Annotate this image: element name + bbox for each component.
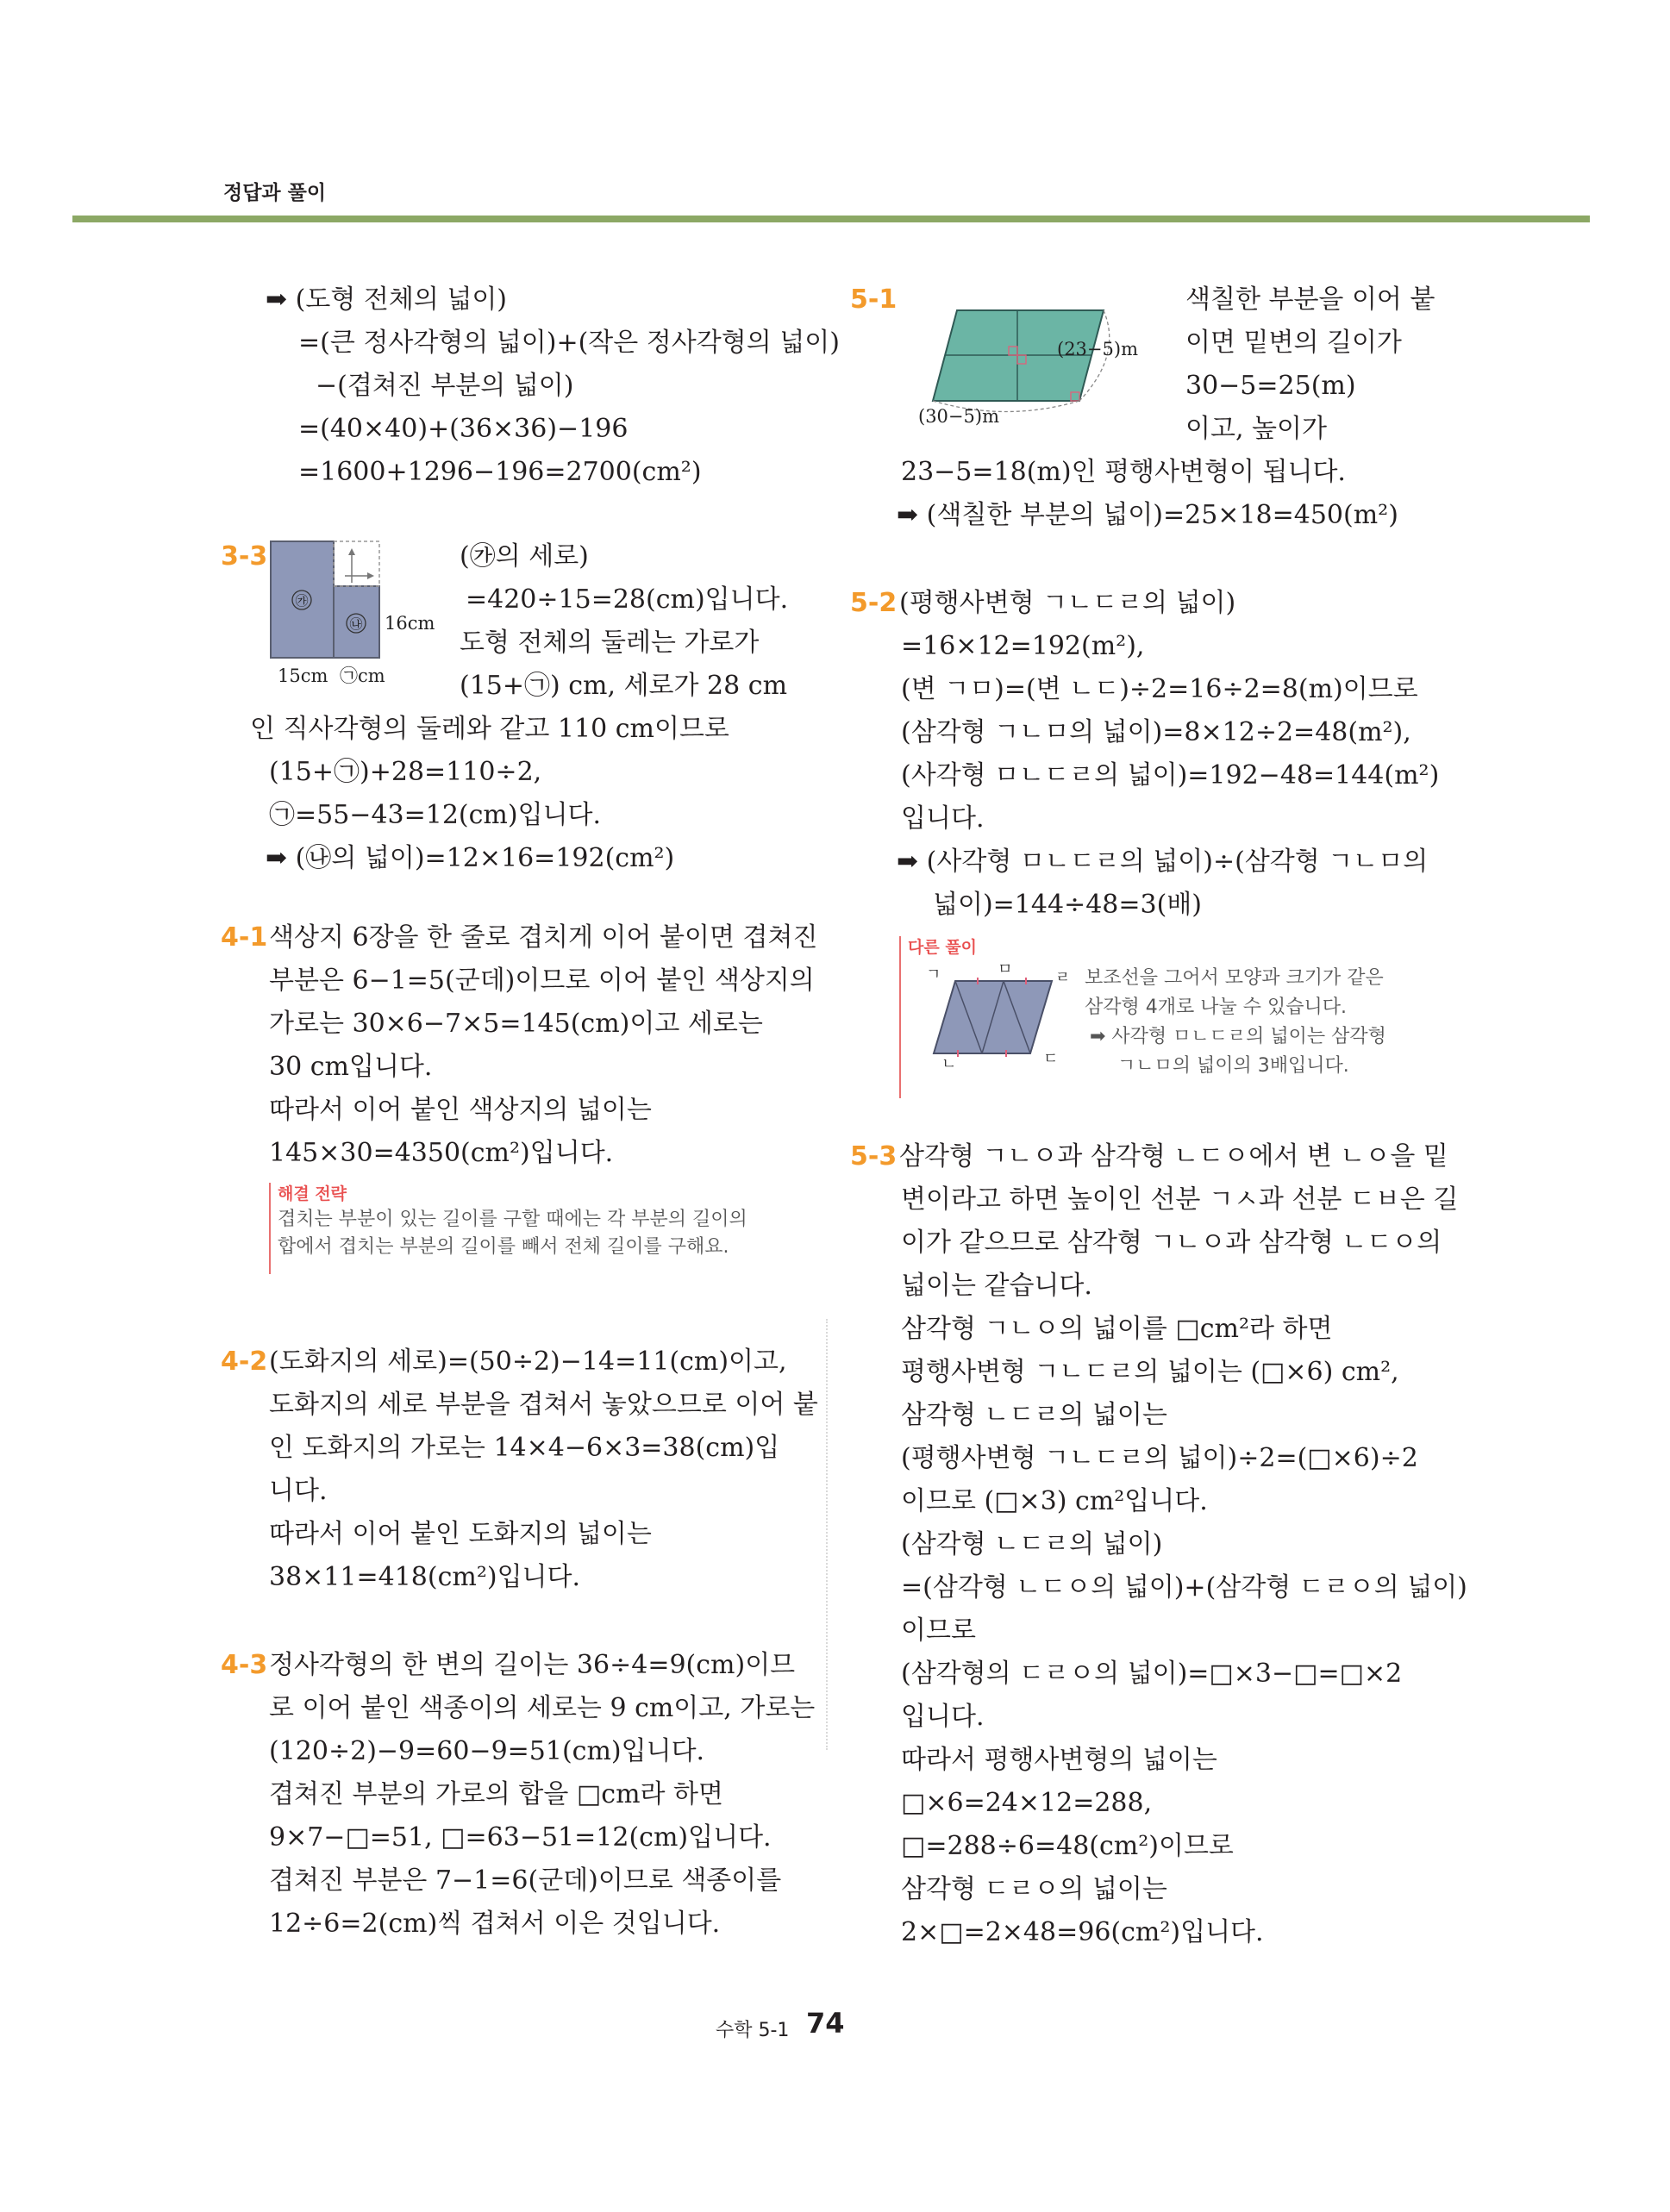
header-rule bbox=[72, 216, 1590, 222]
strategy-note-tag: 해결 전략 bbox=[278, 1184, 347, 1203]
p52-line-4: (삼각형 ㄱㄴㅁ의 넓이)=8×12÷2=48(m²), bbox=[901, 717, 1411, 747]
p43-line-4: 겹쳐진 부분의 가로의 합을 □cm라 하면 bbox=[269, 1779, 723, 1809]
p42-line-1: (도화지의 세로)=(50÷2)−14=11(cm)이고, bbox=[269, 1347, 787, 1377]
figure-5-2-vertex-5: ㄷ bbox=[1043, 1050, 1059, 1068]
p52-line-2: =16×12=192(m²), bbox=[901, 631, 1145, 661]
p53-line-2: 변이라고 하면 높이인 선분 ㄱㅅ과 선분 ㄷㅂ은 길 bbox=[901, 1184, 1459, 1215]
p33-line-4: (15+㉠) cm, 세로가 28 cm bbox=[460, 671, 788, 701]
cont-line-4: =(40×40)+(36×36)−196 bbox=[298, 414, 629, 444]
p41-line-6: 145×30=4350(cm²)입니다. bbox=[269, 1138, 614, 1168]
cont-line-2: =(큰 정사각형의 넓이)+(작은 정사각형의 넓이) bbox=[298, 328, 840, 358]
p53-line-12: 이므로 bbox=[901, 1615, 976, 1646]
p53-line-9: 이므로 (□×3) cm²입니다. bbox=[901, 1486, 1208, 1516]
problem-number-5-1: 5-1 bbox=[850, 284, 898, 315]
p53-line-15: 따라서 평행사변형의 넓이는 bbox=[901, 1745, 1217, 1775]
p52-line-6: 입니다. bbox=[901, 803, 985, 834]
p33-line-5: 인 직사각형의 둘레와 같고 110 cm이므로 bbox=[250, 714, 729, 744]
figure-5-2-vertex-1: ㄱ bbox=[926, 965, 941, 984]
p53-line-10: (삼각형 ㄴㄷㄹ의 넓이) bbox=[901, 1529, 1163, 1559]
p52-line-3: (변 ㄱㅁ)=(변 ㄴㄷ)÷2=16÷2=8(m)이므로 bbox=[901, 674, 1418, 704]
p42-line-6: 38×11=418(cm²)입니다. bbox=[269, 1562, 581, 1592]
p33-line-1: (㉮의 세로) bbox=[460, 541, 589, 572]
cont-line-5: =1600+1296−196=2700(cm²) bbox=[298, 457, 702, 487]
strategy-note-line-2: 합에서 겹치는 부분의 길이를 빼서 전체 길이를 구해요. bbox=[278, 1236, 729, 1258]
alt-note-tag: 다른 풀이 bbox=[908, 938, 978, 957]
p43-line-3: (120÷2)−9=60−9=51(cm)입니다. bbox=[269, 1736, 705, 1766]
p53-line-13: (삼각형의 ㄷㄹㅇ의 넓이)=□×3−□=□×2 bbox=[901, 1659, 1403, 1689]
p51-line-4: 이고, 높이가 bbox=[1185, 414, 1327, 444]
figure-5-1-height-label: (23−5)m bbox=[1057, 339, 1138, 359]
p53-line-18: 삼각형 ㄷㄹㅇ의 넓이는 bbox=[901, 1874, 1167, 1904]
page-number: 74 bbox=[806, 2007, 845, 2040]
figure-5-1 bbox=[897, 284, 1155, 431]
alt-note-bar bbox=[899, 936, 901, 1098]
p51-line-1: 색칠한 부분을 이어 붙 bbox=[1185, 284, 1435, 315]
problem-number-5-2: 5-2 bbox=[850, 588, 898, 618]
figure-5-2 bbox=[905, 957, 1078, 1073]
strategy-note-line-1: 겹치는 부분이 있는 길이를 구할 때에는 각 부분의 길이의 bbox=[278, 1209, 747, 1230]
p41-line-5: 따라서 이어 붙인 색상지의 넓이는 bbox=[269, 1095, 652, 1125]
problem-number-4-3: 4-3 bbox=[221, 1650, 268, 1680]
figure-3-3 bbox=[259, 533, 457, 697]
figure-5-1-base-label: (30−5)m bbox=[918, 406, 999, 427]
problem-number-5-3: 5-3 bbox=[850, 1141, 898, 1172]
p52-line-5: (사각형 ㅁㄴㄷㄹ의 넓이)=192−48=144(m²) bbox=[901, 760, 1440, 790]
p33-line-7: ㉠=55−43=12(cm)입니다. bbox=[269, 800, 602, 830]
p42-line-3: 인 도화지의 가로는 14×4−6×3=38(cm)입 bbox=[269, 1433, 780, 1463]
p42-line-5: 따라서 이어 붙인 도화지의 넓이는 bbox=[269, 1519, 652, 1549]
p43-line-6: 겹쳐진 부분은 7−1=6(군데)이므로 색종이를 bbox=[269, 1865, 782, 1896]
column-divider bbox=[826, 1319, 828, 1750]
figure-5-2-vertex-3: ㄹ bbox=[1055, 969, 1071, 987]
p53-line-8: (평행사변형 ㄱㄴㄷㄹ의 넓이)÷2=(□×6)÷2 bbox=[901, 1443, 1418, 1473]
alt-note-line-4: ㄱㄴㅁ의 넓이의 3배입니다. bbox=[1117, 1055, 1349, 1077]
p42-line-4: 니다. bbox=[269, 1476, 328, 1506]
p41-line-1: 색상지 6장을 한 줄로 겹치게 이어 붙이면 겹쳐진 bbox=[269, 922, 818, 953]
p51-line-2: 이면 밑변의 길이가 bbox=[1185, 328, 1402, 358]
p33-line-2: =420÷15=28(cm)입니다. bbox=[466, 584, 789, 615]
p53-line-17: □=288÷6=48(cm²)이므로 bbox=[901, 1831, 1234, 1861]
footer-label: 수학 5-1 bbox=[716, 2020, 790, 2041]
figure-3-3-bottom-left-label: 15cm bbox=[278, 665, 328, 686]
p43-line-7: 12÷6=2(cm)씩 겹쳐서 이은 것입니다. bbox=[269, 1909, 721, 1939]
p53-line-3: 이가 같으므로 삼각형 ㄱㄴㅇ과 삼각형 ㄴㄷㅇ의 bbox=[901, 1228, 1442, 1258]
p43-line-5: 9×7−□=51, □=63−51=12(cm)입니다. bbox=[269, 1822, 772, 1853]
p52-line-7: ➡ (사각형 ㅁㄴㄷㄹ의 넓이)÷(삼각형 ㄱㄴㅁ의 bbox=[897, 847, 1429, 877]
header-title: 정답과 풀이 bbox=[223, 182, 327, 204]
alt-note-line-3: ➡ 사각형 ㅁㄴㄷㄹ의 넓이는 삼각형 bbox=[1090, 1026, 1386, 1047]
p33-line-3: 도형 전체의 둘레는 가로가 bbox=[460, 628, 760, 658]
figure-3-3-label-b: ㉯ bbox=[349, 616, 363, 632]
p53-line-14: 입니다. bbox=[901, 1702, 985, 1732]
problem-number-3-3: 3-3 bbox=[221, 541, 268, 572]
p53-line-7: 삼각형 ㄴㄷㄹ의 넓이는 bbox=[901, 1400, 1167, 1430]
p53-line-16: □×6=24×12=288, bbox=[901, 1788, 1153, 1818]
p41-line-4: 30 cm입니다. bbox=[269, 1052, 433, 1082]
problem-number-4-2: 4-2 bbox=[221, 1347, 268, 1377]
p53-line-19: 2×□=2×48=96(cm²)입니다. bbox=[901, 1917, 1264, 1947]
p51-line-5: 23−5=18(m)인 평행사변형이 됩니다. bbox=[901, 457, 1346, 487]
problem-number-4-1: 4-1 bbox=[221, 922, 268, 953]
strategy-note-bar bbox=[269, 1183, 271, 1274]
p33-line-6: (15+㉠)+28=110÷2, bbox=[269, 757, 542, 787]
figure-5-2-vertex-4: ㄴ bbox=[941, 1055, 957, 1073]
p53-line-1: 삼각형 ㄱㄴㅇ과 삼각형 ㄴㄷㅇ에서 변 ㄴㅇ을 밑 bbox=[899, 1141, 1448, 1172]
p51-line-6: ➡ (색칠한 부분의 넓이)=25×18=450(m²) bbox=[897, 500, 1398, 530]
figure-3-3-bottom-right-label: ㉠cm bbox=[340, 665, 385, 686]
p51-line-3: 30−5=25(m) bbox=[1185, 371, 1356, 401]
p43-line-1: 정사각형의 한 변의 길이는 36÷4=9(cm)이므 bbox=[269, 1650, 796, 1680]
p52-line-1: (평행사변형 ㄱㄴㄷㄹ의 넓이) bbox=[899, 588, 1236, 618]
p43-line-2: 로 이어 붙인 색종이의 세로는 9 cm이고, 가로는 bbox=[269, 1693, 816, 1723]
figure-3-3-side-label: 16cm bbox=[385, 613, 435, 634]
p41-line-2: 부분은 6−1=5(군데)이므로 이어 붙인 색상지의 bbox=[269, 965, 815, 996]
cont-line-3: −(겹쳐진 부분의 넓이) bbox=[316, 371, 574, 401]
p42-line-2: 도화지의 세로 부분을 겹쳐서 놓았으므로 이어 붙 bbox=[269, 1390, 818, 1420]
cont-line-1: ➡ (도형 전체의 넓이) bbox=[266, 284, 508, 315]
p53-line-6: 평행사변형 ㄱㄴㄷㄹ의 넓이는 (□×6) cm², bbox=[901, 1357, 1399, 1387]
alt-note-line-1: 보조선을 그어서 모양과 크기가 같은 bbox=[1085, 967, 1384, 989]
figure-3-3-label-a: ㉮ bbox=[295, 593, 309, 609]
alt-note-line-2: 삼각형 4개로 나눌 수 있습니다. bbox=[1085, 997, 1347, 1018]
p53-line-11: =(삼각형 ㄴㄷㅇ의 넓이)+(삼각형 ㄷㄹㅇ의 넓이) bbox=[901, 1572, 1467, 1603]
p33-line-8: ➡ (㉯의 넓이)=12×16=192(cm²) bbox=[266, 843, 675, 873]
p53-line-5: 삼각형 ㄱㄴㅇ의 넓이를 □cm²라 하면 bbox=[901, 1314, 1333, 1344]
p41-line-3: 가로는 30×6−7×5=145(cm)이고 세로는 bbox=[269, 1009, 763, 1039]
p53-line-4: 넓이는 같습니다. bbox=[901, 1271, 1092, 1301]
figure-5-2-vertex-2: ㅁ bbox=[998, 960, 1013, 978]
p52-line-8: 넓이)=144÷48=3(배) bbox=[933, 890, 1202, 920]
